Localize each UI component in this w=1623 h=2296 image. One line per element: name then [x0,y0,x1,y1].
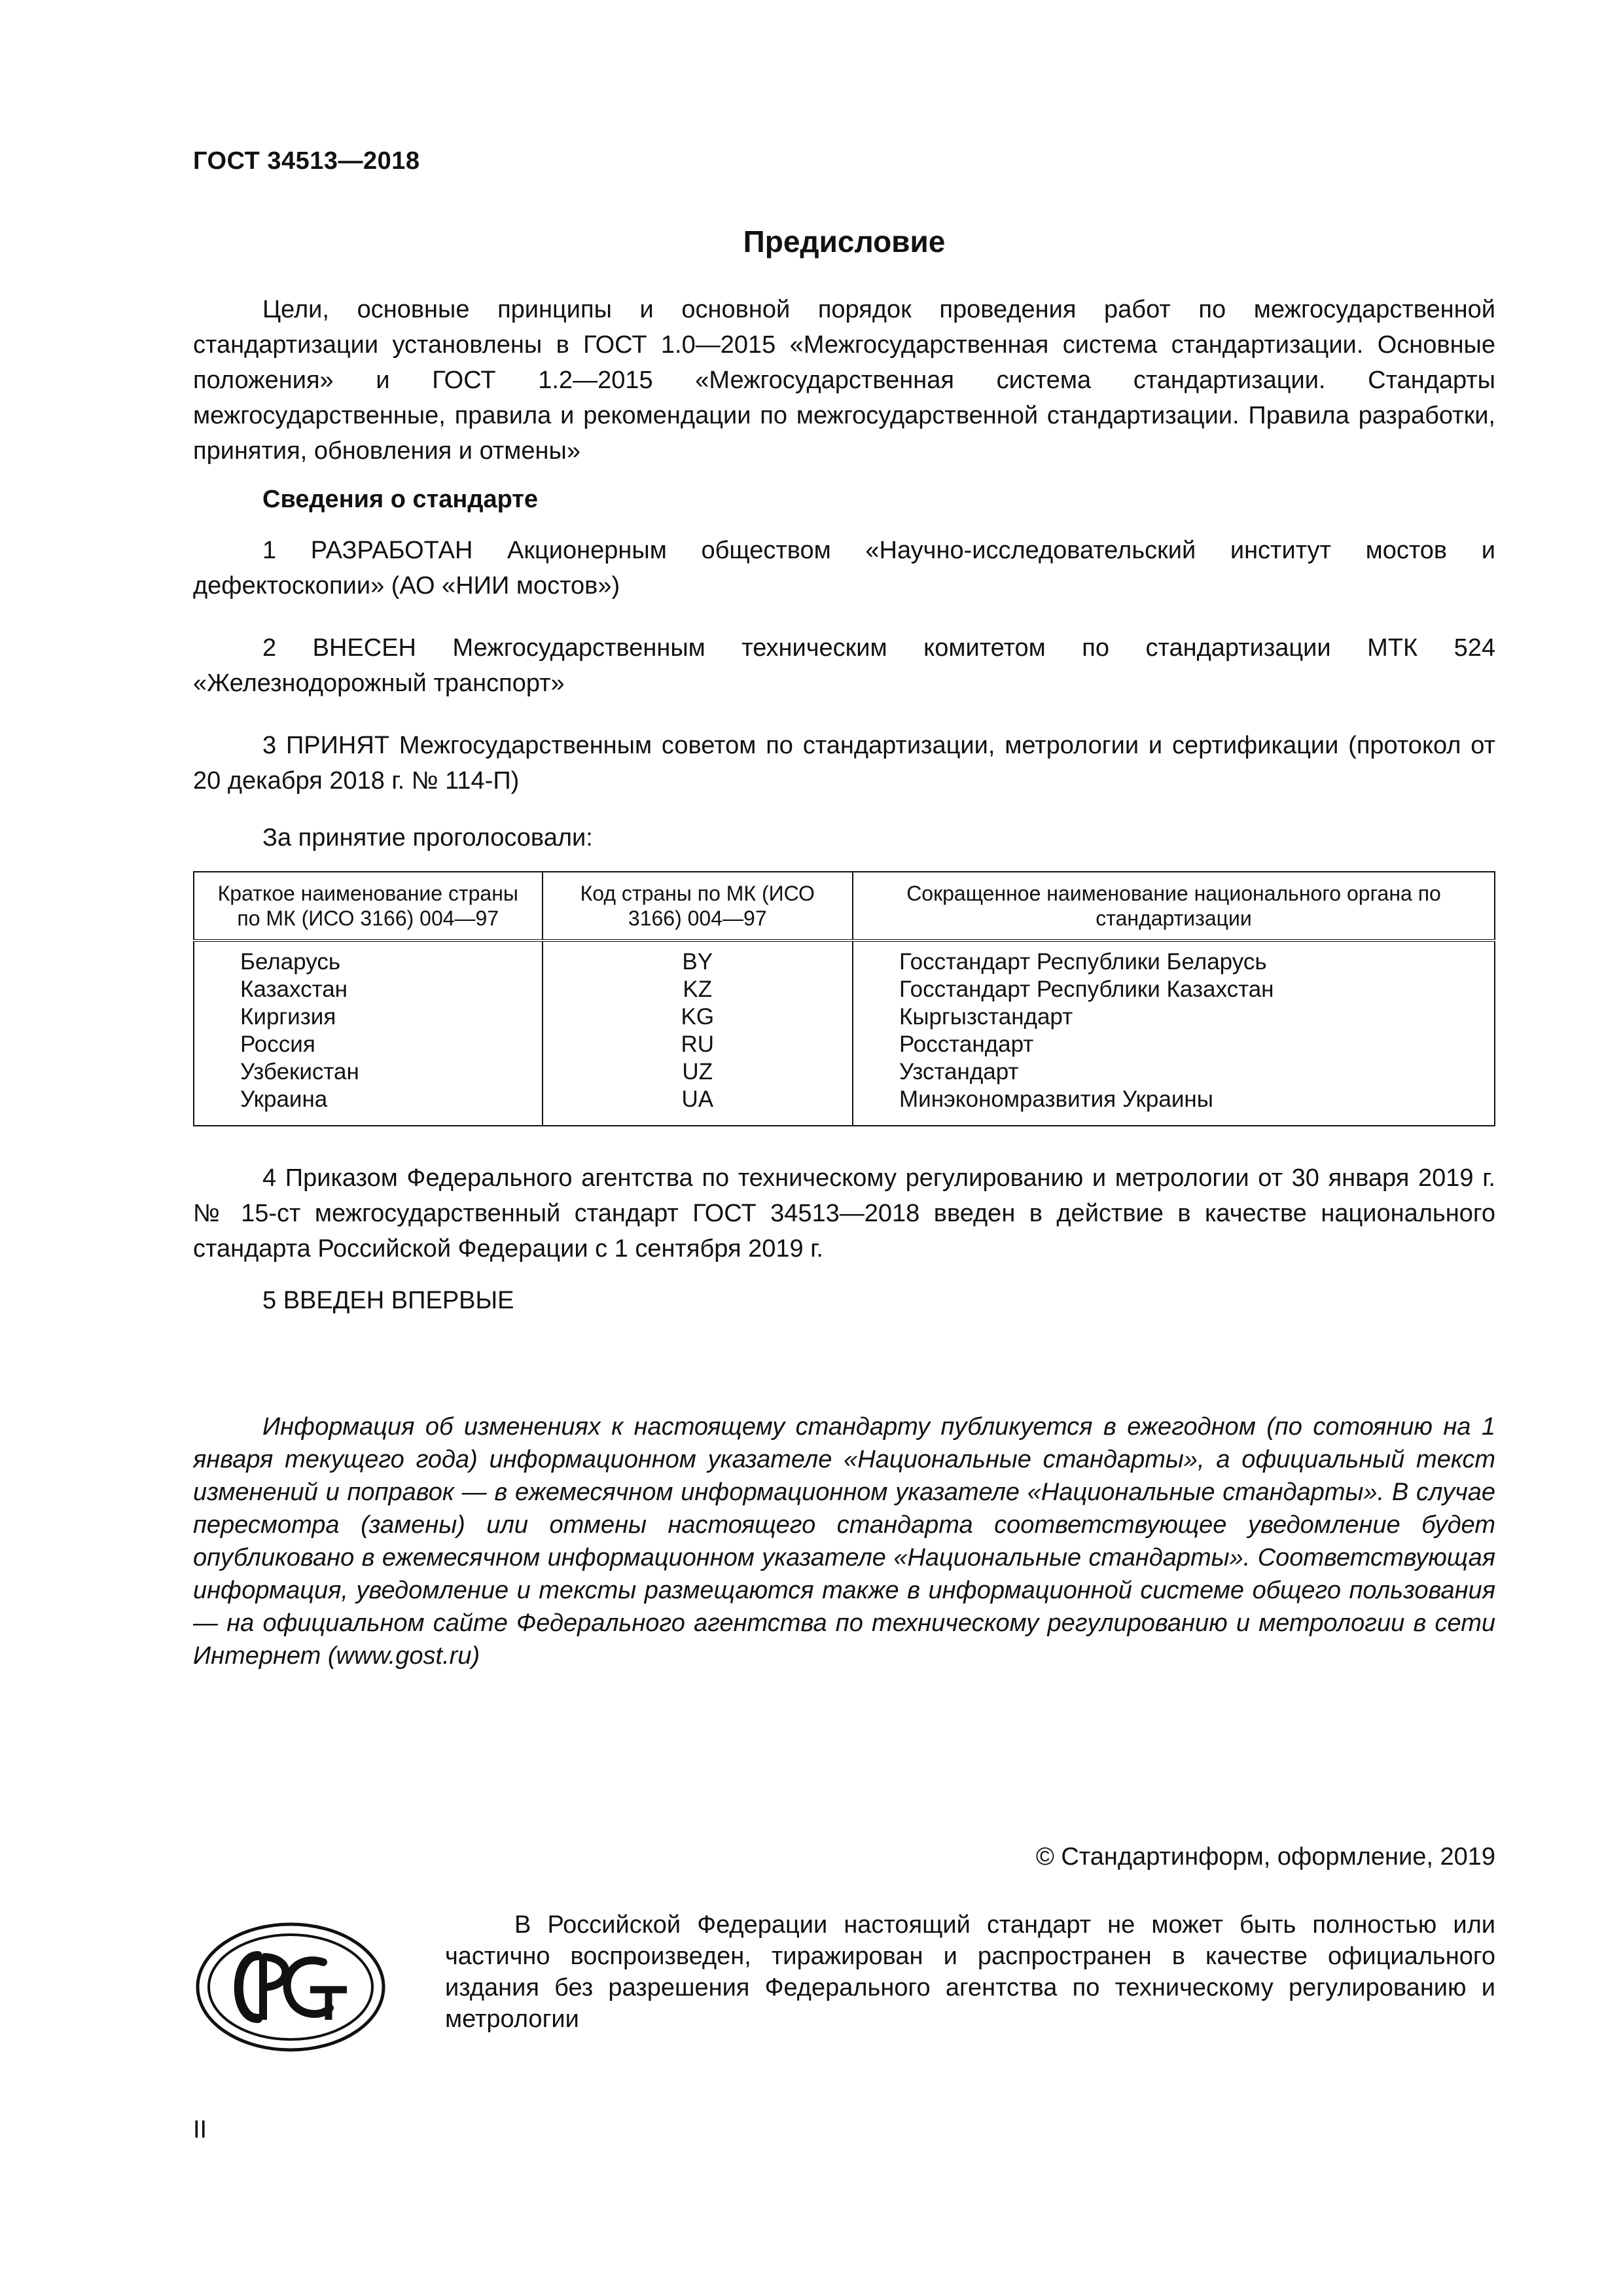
country-code: UZ [543,1058,853,1086]
table-header-row [194,872,1495,941]
item-first-introduced: 5 ВВЕДЕН ВПЕРВЫЕ [262,1287,514,1314]
table-row [194,1058,1495,1086]
country-name: Украина [194,1086,543,1126]
national-body: Госстандарт Республики Беларусь [853,941,1495,976]
country-name: Казахстан [194,976,543,1003]
national-body: Минэкономразвития Украины [853,1086,1495,1126]
country-name: Узбекистан [194,1058,543,1086]
table-row [194,1086,1495,1126]
country-code: KZ [543,976,853,1003]
country-name: Россия [194,1031,543,1058]
country-name: Киргизия [194,1003,543,1031]
item-submitted: 2 ВНЕСЕН Межгосударственным техническим комитетом по стандартизации МТК 524 «Железнодорожный транспорт» [193,634,1495,697]
info-heading: Сведения о стандарте [262,486,539,513]
country-code: KG [543,1003,853,1031]
national-body: Узстандарт [853,1058,1495,1086]
changes-info-paragraph: Информация об изменениях к настоящему стандарту публикуется в ежегодном (по сотоянию на 1 января текущего года) информационном указателе «Национальные стандарты», а официальный текст изменений и поправок — в ежемесячном информационном указателе «Национальные стандарты». В случае пересмотра (замены) или отмены настоящего стандарта соответствующее уведомление будет опубликовано в ежемесячном информационном указателе «Национальные стандарты». Соответствующая информация, уведомление и тексты размещаются также в информационной системе общего пользования — на официальном сайте Федерального агентства по техническому регулированию и метрологии в сети Интернет (www.gost.ru) [193,1413,1495,1670]
item-developed: 1 РАЗРАБОТАН Акционерным обществом «Научно-исследовательский институт мостов и дефектоскопии» (АО «НИИ мостов») [193,537,1495,600]
national-body: Госстандарт Республики Казахстан [853,976,1495,1003]
table-row [194,1031,1495,1058]
table-row [194,941,1495,976]
header-national-body: Сокращенное наименование национального органа по стандартизации [853,872,1495,941]
item-adopted: 3 ПРИНЯТ Межгосударственным советом по стандартизации, метрологии и сертификации (протокол от 20 декабря 2018 г. № 114-П) [193,732,1495,795]
page-number: II [193,2116,207,2144]
item-enacted: 4 Приказом Федерального агентства по техническому регулированию и метрологии от 30 января 2019 г. № 15-ст межгосударственный стандарт ГОСТ 34513—2018 введен в действие в качестве национального стандарта Российской Федерации с 1 сентября 2019 г. [193,1164,1495,1263]
header-country-name: Краткое наименование страны по МК (ИСО 3166) 004—97 [194,872,543,941]
copyright-notice: © Стандартинформ, оформление, 2019 [1035,1843,1495,1871]
header-country-code: Код страны по МК (ИСО 3166) 004—97 [543,872,853,941]
page-title: Предисловие [743,224,946,259]
votes-table [193,871,1495,1126]
national-body: Росстандарт [853,1031,1495,1058]
table-row [194,1003,1495,1031]
country-code: BY [543,941,853,976]
country-code: RU [543,1031,853,1058]
table-row [194,976,1495,1003]
intro-paragraph: Цели, основные принципы и основной порядок проведения работ по межгосударственной стандартизации установлены в ГОСТ 1.0—2015 «Межгосударственная система стандартизации. Основные положения» и ГОСТ 1.2—2015 «Межгосударственная система стандартизации. Стандарты межгосударственные, правила и рекомендации по межгосударственной стандартизации. Правила разработки, принятия, обновления и отмены» [193,296,1495,465]
votes-label: За принятие проголосовали: [262,824,593,852]
country-name: Беларусь [194,941,543,976]
national-body: Кыргызстандарт [853,1003,1495,1031]
reproduction-notice: В Российской Федерации настоящий стандарт не может быть полностью или частично воспроизведен, тиражирован и распространен в качестве официального издания без разрешения Федерального агентства по техническому регулированию и метрологии [445,1911,1495,2033]
gost-r-certification-mark-icon [195,1922,386,2053]
country-code: UA [543,1086,853,1126]
standard-code: ГОСТ 34513—2018 [193,147,420,175]
